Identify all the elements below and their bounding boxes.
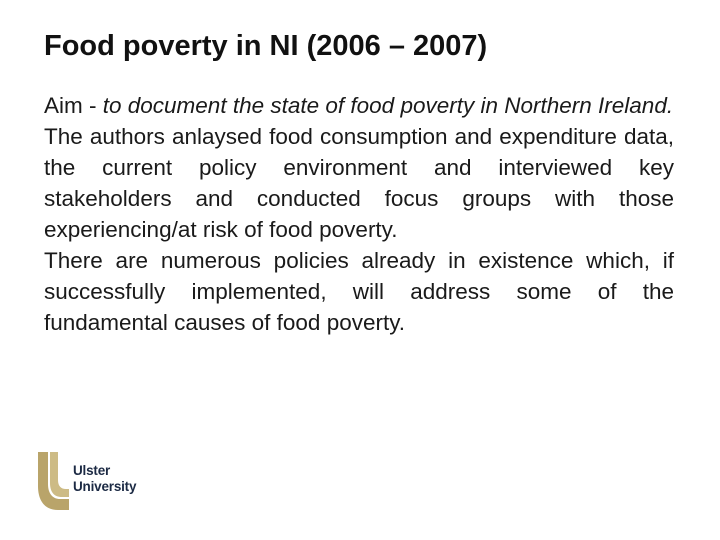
aim-text: to document the state of food poverty in Northern Ireland.: [102, 93, 674, 118]
ulster-u-mark-icon: [36, 450, 76, 512]
aim-paragraph: [44, 90, 674, 121]
conclusion-paragraph: There are numerous policies already in existence which, if successfully implemented, will address some of the fundamental causes of food poverty.: [44, 248, 674, 335]
logo-line-ulster: Ulster: [73, 463, 111, 478]
aim-prefix: Aim -: [44, 93, 103, 118]
slide-body: [44, 90, 674, 338]
logo-line-university: University: [73, 479, 137, 494]
logo-wordmark: [73, 463, 136, 495]
ulster-university-logo: [36, 450, 156, 512]
slide-title: Food poverty in NI (2006 – 2007): [44, 30, 488, 62]
methods-paragraph: The authors anlaysed food consumption and expenditure data, the current policy environment and interviewed key stakeholders and conducted focus groups with those experiencing/at risk of food poverty.: [44, 124, 674, 242]
